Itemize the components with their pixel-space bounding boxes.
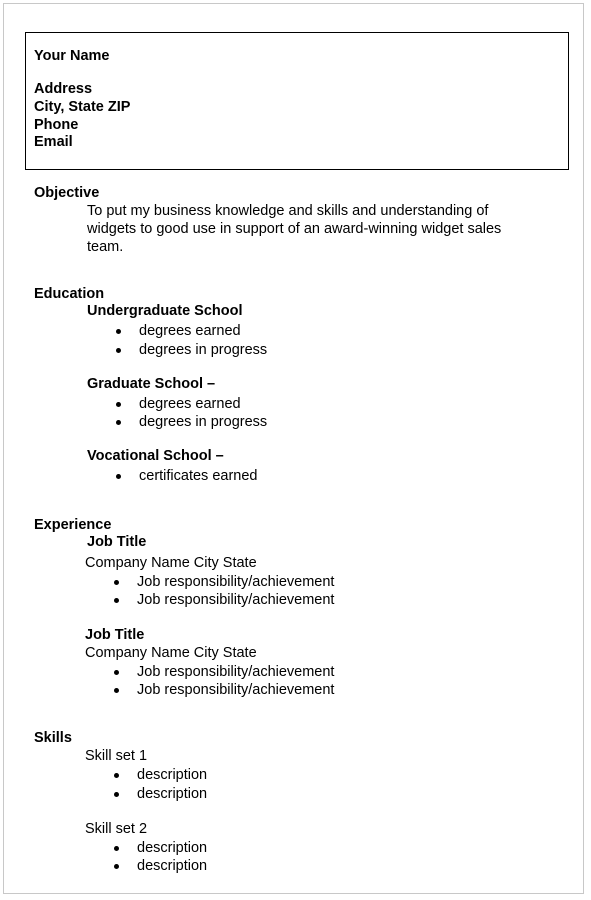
bullet	[116, 329, 121, 334]
list-item: degrees in progress	[139, 414, 268, 430]
company-line: Company Name City State	[85, 555, 257, 571]
bullet	[114, 580, 119, 585]
skill-set-name: Skill set 2	[85, 821, 148, 837]
email-line: Email	[34, 134, 73, 150]
bullet	[116, 420, 121, 425]
skill-set-name: Skill set 1	[85, 748, 148, 764]
school-name: Vocational School –	[87, 448, 224, 464]
objective-text-line: widgets to good use in support of an award-winning widget sales	[87, 221, 502, 237]
school-name: Graduate School –	[87, 376, 216, 392]
list-item: description	[137, 840, 208, 856]
list-item: certificates earned	[139, 468, 258, 484]
bullet	[114, 773, 119, 778]
experience-heading: Experience	[34, 517, 112, 533]
list-item: Job responsibility/achievement	[137, 682, 335, 698]
bullet	[114, 688, 119, 693]
bullet	[114, 598, 119, 603]
bullet	[114, 864, 119, 869]
phone-line: Phone	[34, 117, 79, 133]
list-item: degrees earned	[139, 396, 241, 412]
list-item: Job responsibility/achievement	[137, 664, 335, 680]
skills-heading: Skills	[34, 730, 72, 746]
job-title: Job Title	[85, 627, 145, 643]
list-item: description	[137, 767, 208, 783]
job-title: Job Title	[87, 534, 147, 550]
bullet	[116, 402, 121, 407]
bullet	[116, 348, 121, 353]
bullet	[114, 670, 119, 675]
bullet	[114, 846, 119, 851]
bullet	[116, 474, 121, 479]
company-line: Company Name City State	[85, 645, 257, 661]
city-state-zip-line: City, State ZIP	[34, 99, 131, 115]
school-name: Undergraduate School	[87, 303, 243, 319]
list-item: degrees in progress	[139, 342, 268, 358]
list-item: Job responsibility/achievement	[137, 592, 335, 608]
education-heading: Education	[34, 286, 105, 302]
address-line: Address	[34, 81, 93, 97]
list-item: Job responsibility/achievement	[137, 574, 335, 590]
objective-text-line: To put my business knowledge and skills and understanding of	[87, 203, 489, 219]
list-item: description	[137, 786, 208, 802]
objective-heading: Objective	[34, 185, 100, 201]
bullet	[114, 792, 119, 797]
list-item: description	[137, 858, 208, 874]
resume-name: Your Name	[34, 48, 110, 64]
objective-text-line: team.	[87, 239, 124, 255]
list-item: degrees earned	[139, 323, 241, 339]
